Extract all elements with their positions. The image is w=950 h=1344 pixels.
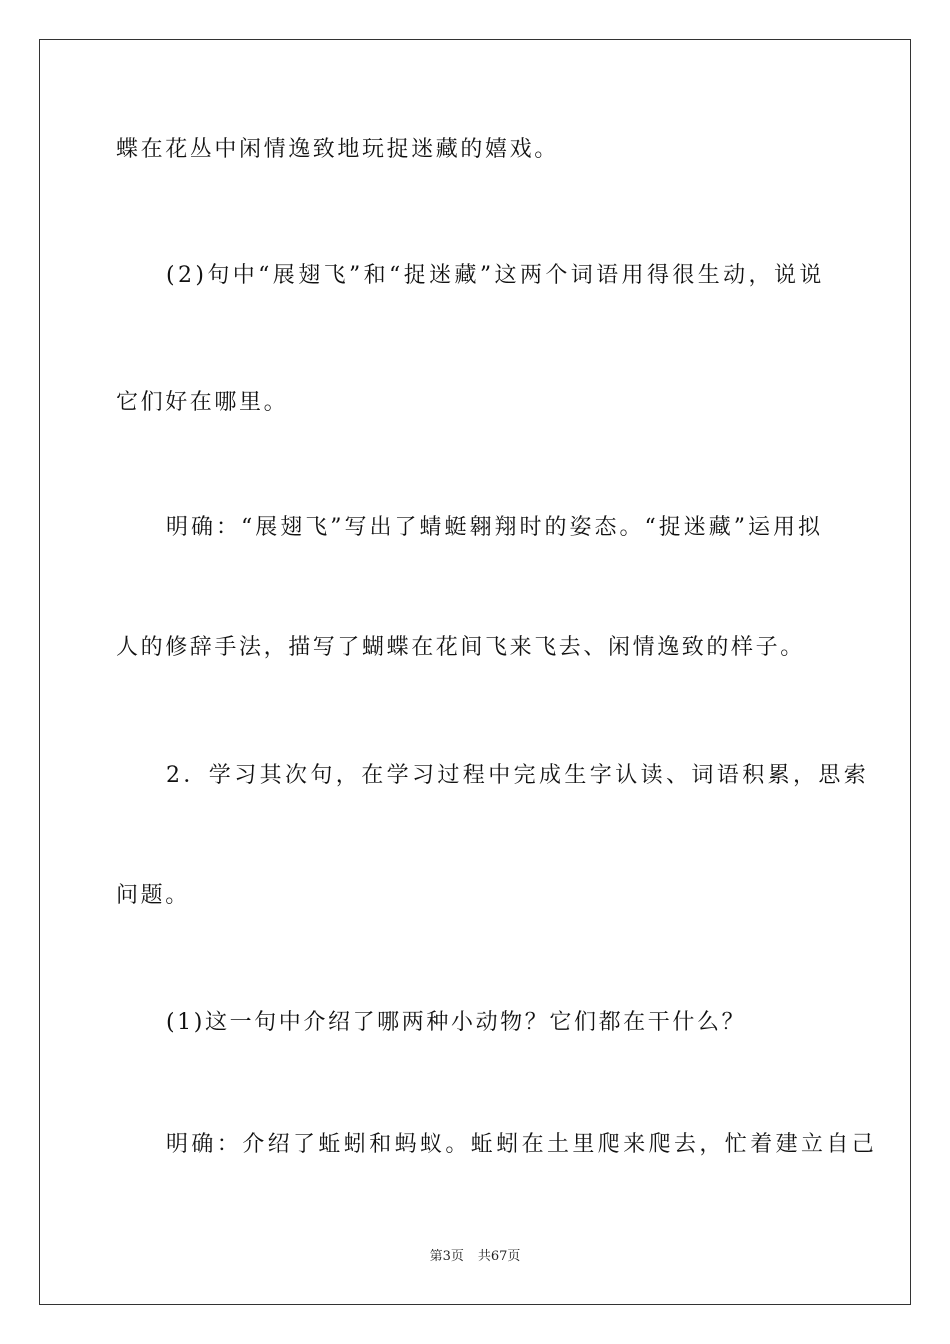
page-border [39, 39, 911, 1305]
text-line-3: 它们好在哪里。 [116, 390, 289, 415]
text-line-6: 2．学习其次句，在学习过程中完成生字认读、词语积累，思索 [166, 763, 870, 788]
text-line-5: 人的修辞手法，描写了蝴蝶在花间飞来飞去、闲情逸致的样子。 [116, 635, 805, 660]
page-number: 第3页 [429, 1249, 464, 1264]
page-total: 共67页 [477, 1249, 521, 1264]
text-line-8: (1)这一句中介绍了哪两种小动物？它们都在干什么？ [166, 1010, 747, 1035]
text-line-4: 明确：“展翅飞”写出了蜻蜓翱翔时的姿态。“捉迷藏”运用拟 [166, 515, 823, 540]
page-footer [0, 1249, 950, 1265]
text-line-7: 问题。 [116, 883, 190, 908]
text-line-2: (2)句中“展翅飞”和“捉迷藏”这两个词语用得很生动，说说 [166, 263, 825, 288]
text-line-9: 明确：介绍了蚯蚓和蚂蚁。蚯蚓在土里爬来爬去，忙着建立自己 [166, 1132, 878, 1157]
text-line-1: 蝶在花丛中闲情逸致地玩捉迷藏的嬉戏。 [116, 137, 559, 162]
